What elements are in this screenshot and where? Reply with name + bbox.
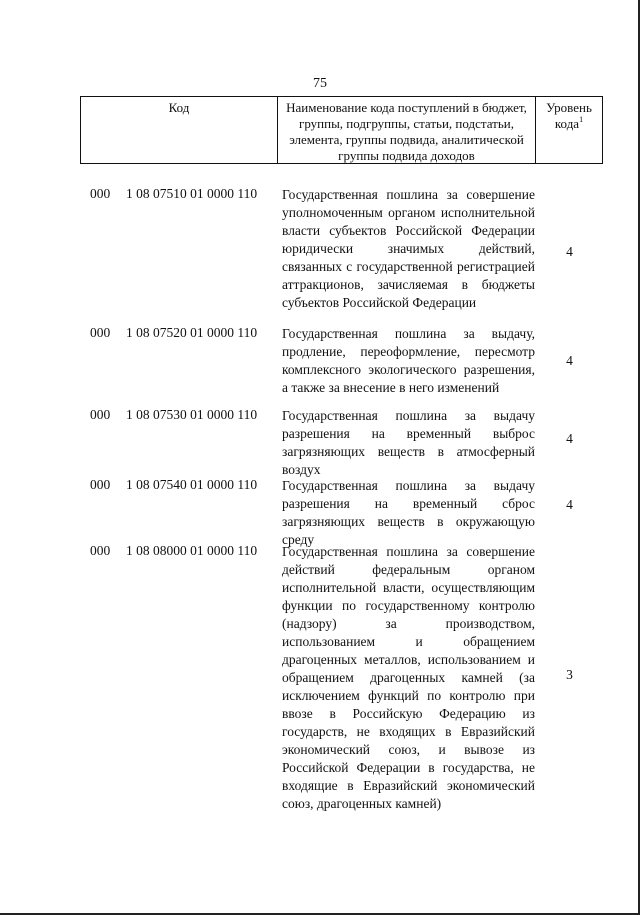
page-number: 75 <box>313 76 327 91</box>
row-name: Государственная пошлина за выдачу разрешения на временный выброс загрязняющих веществ в атмосферный воздух <box>282 408 535 477</box>
row-level: 4 <box>566 431 573 446</box>
header-level-footnote: 1 <box>579 115 584 124</box>
header-level <box>536 97 602 163</box>
row-level: 4 <box>566 497 573 512</box>
row-income-code: 1 08 07530 01 0000 110 <box>126 407 258 422</box>
row-admin-code: 000 <box>90 543 111 558</box>
row-income-code: 1 08 07510 01 0000 110 <box>126 186 258 201</box>
row-income-code: 1 08 08000 01 0000 110 <box>126 543 258 558</box>
row-admin-code: 000 <box>90 407 111 422</box>
row-admin-code: 000 <box>90 325 111 340</box>
header-code: Код <box>81 97 278 163</box>
row-level: 4 <box>566 244 573 259</box>
row-level: 3 <box>566 667 573 682</box>
row-name: Государственная пошлина за совершение уполномоченным органом исполнительной власти субъектов Российской Федерации юридически значимых действий, связанных с государственной регистрацией аттракционов, зачисляемая в бюджеты субъектов Российской Федерации <box>282 187 535 310</box>
row-admin-code: 000 <box>90 186 111 201</box>
row-name: Государственная пошлина за выдачу, продление, переоформление, пересмотр комплексного экологического разрешения, а также за внесение в него изменений <box>282 326 535 395</box>
row-income-code: 1 08 07520 01 0000 110 <box>126 325 258 340</box>
row-name: Государственная пошлина за совершение действий федеральным органом исполнительной власти, осуществляющим функции по государственному контролю (надзору) за производством, использованием и обращением драгоценных металлов, использованием и обращением драгоценных камней (за исключением функций по контролю при ввозе в Российскую Федерацию из государств, не входящих в Евразийский экономический союз, и вывозе из Российской Федерации в государства, не входящие в Евразийский экономический союз, драгоценных камней) <box>282 544 535 811</box>
row-name: Государственная пошлина за выдачу разрешения на временный сброс загрязняющих веществ в окружающую среду <box>282 478 535 547</box>
header-level-label: Уровень кода <box>546 100 592 131</box>
row-admin-code: 000 <box>90 477 111 492</box>
header-name: Наименование кода поступлений в бюджет, группы, подгруппы, статьи, подстатьи, элемента, группы подвида, аналитической группы подвида доходов <box>278 97 536 163</box>
table-header <box>80 96 603 164</box>
row-income-code: 1 08 07540 01 0000 110 <box>126 477 258 492</box>
row-level: 4 <box>566 353 573 368</box>
